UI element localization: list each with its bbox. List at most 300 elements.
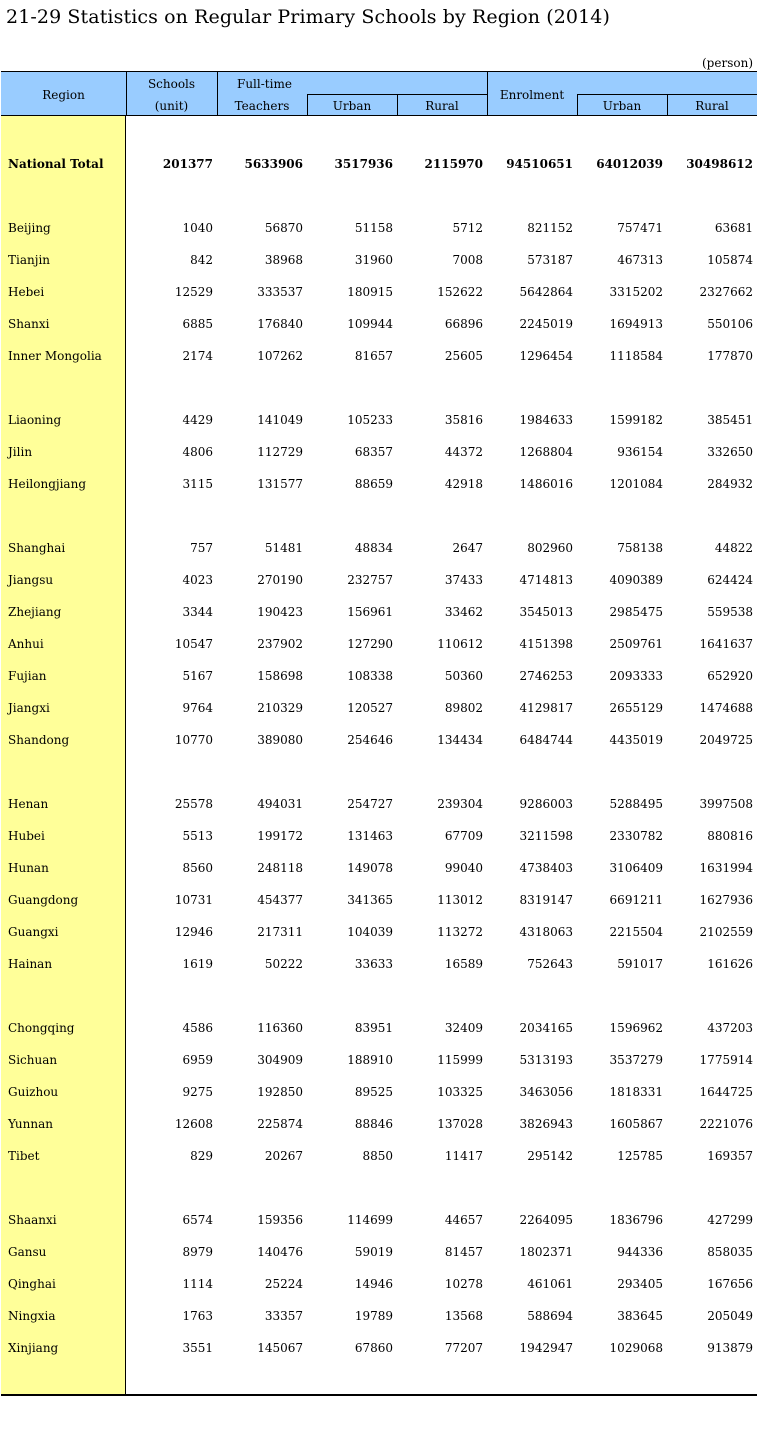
cell-enrolment-urban: 1605867 <box>609 1117 663 1131</box>
cell-enrolment-urban: 383645 <box>617 1309 663 1323</box>
cell-schools: 9764 <box>182 701 213 715</box>
cell-teachers-rural: 103325 <box>437 1085 483 1099</box>
cell-teachers-rural: 16589 <box>444 957 483 971</box>
cell-enrolment: 4738403 <box>519 861 573 875</box>
cell-enrolment-rural: 437203 <box>707 1021 753 1035</box>
cell-teachers-urban: 120527 <box>347 701 393 715</box>
header-divider <box>307 94 308 116</box>
cell-enrolment-rural: 1644725 <box>699 1085 753 1099</box>
table-row <box>1 827 757 845</box>
header-divider <box>487 72 488 116</box>
cell-teachers-urban: 89525 <box>354 1085 393 1099</box>
page-title: 21-29 Statistics on Regular Primary Schools by Region (2014) <box>6 6 610 28</box>
region-name: National Total <box>8 157 104 171</box>
cell-teachers-urban: 108338 <box>347 669 393 683</box>
cell-enrolment-urban: 2985475 <box>609 605 663 619</box>
cell-enrolment: 2746253 <box>519 669 573 683</box>
cell-enrolment-urban: 5288495 <box>609 797 663 811</box>
cell-enrolment-urban: 3315202 <box>609 285 663 299</box>
cell-teachers: 38968 <box>264 253 303 267</box>
cell-enrolment-urban: 467313 <box>617 253 663 267</box>
table-row <box>1 923 757 941</box>
cell-enrolment: 3545013 <box>519 605 573 619</box>
cell-enrolment-rural: 2102559 <box>699 925 753 939</box>
region-name: Xinjiang <box>8 1341 59 1355</box>
cell-schools: 1040 <box>182 221 213 235</box>
table-row <box>1 635 757 653</box>
cell-enrolment-urban: 758138 <box>617 541 663 555</box>
cell-enrolment-rural: 624424 <box>707 573 753 587</box>
cell-schools: 10770 <box>174 733 213 747</box>
region-name: Heilongjiang <box>8 477 86 491</box>
table-row <box>1 1275 757 1293</box>
cell-enrolment-urban: 3106409 <box>609 861 663 875</box>
table-row <box>1 731 757 749</box>
table-row <box>1 315 757 333</box>
region-name: Zhejiang <box>8 605 62 619</box>
region-name: Tianjin <box>8 253 51 267</box>
cell-enrolment-rural: 858035 <box>707 1245 753 1259</box>
cell-schools: 25578 <box>174 797 213 811</box>
table-row <box>1 891 757 909</box>
cell-enrolment-urban: 1118584 <box>609 349 663 363</box>
cell-schools: 6574 <box>182 1213 213 1227</box>
cell-enrolment-rural: 1474688 <box>699 701 753 715</box>
cell-teachers: 389080 <box>257 733 303 747</box>
cell-enrolment: 461061 <box>527 1277 573 1291</box>
region-name: Shanghai <box>8 541 66 555</box>
cell-enrolment-rural: 284932 <box>707 477 753 491</box>
table-row <box>1 347 757 365</box>
header-enrolment: Enrolment <box>499 88 565 102</box>
table-row <box>1 539 757 557</box>
cell-teachers-urban: 81657 <box>354 349 393 363</box>
cell-teachers-urban: 51158 <box>354 221 393 235</box>
cell-teachers-rural: 99040 <box>444 861 483 875</box>
cell-teachers-rural: 11417 <box>444 1149 483 1163</box>
cell-enrolment-rural: 1775914 <box>699 1053 753 1067</box>
cell-enrolment-rural: 2049725 <box>699 733 753 747</box>
table-row <box>1 859 757 877</box>
table-row <box>1 1019 757 1037</box>
cell-teachers: 50222 <box>264 957 303 971</box>
cell-enrolment-urban: 936154 <box>617 445 663 459</box>
table-row <box>1 1051 757 1069</box>
table-header <box>1 71 757 116</box>
cell-teachers-urban: 104039 <box>347 925 393 939</box>
cell-enrolment: 752643 <box>527 957 573 971</box>
cell-teachers-urban: 127290 <box>347 637 393 651</box>
cell-teachers: 51481 <box>264 541 303 555</box>
cell-teachers: 270190 <box>257 573 303 587</box>
region-column-band <box>1 116 126 1395</box>
cell-enrolment: 1268804 <box>519 445 573 459</box>
region-name: Shaanxi <box>8 1213 57 1227</box>
cell-enrolment-urban: 2093333 <box>609 669 663 683</box>
cell-teachers-urban: 149078 <box>347 861 393 875</box>
header-schools: Schools <box>147 77 196 91</box>
cell-teachers-rural: 35816 <box>444 413 483 427</box>
table-row <box>1 251 757 269</box>
cell-teachers-urban: 3517936 <box>334 157 393 171</box>
cell-teachers-urban: 33633 <box>354 957 393 971</box>
cell-enrolment-rural: 559538 <box>707 605 753 619</box>
cell-enrolment-urban: 1836796 <box>609 1213 663 1227</box>
cell-enrolment-rural: 105874 <box>707 253 753 267</box>
cell-teachers-rural: 44372 <box>444 445 483 459</box>
cell-enrolment: 9286003 <box>519 797 573 811</box>
cell-enrolment-rural: 2221076 <box>699 1117 753 1131</box>
cell-teachers: 237902 <box>257 637 303 651</box>
cell-teachers: 145067 <box>257 1341 303 1355</box>
cell-schools: 12946 <box>174 925 213 939</box>
cell-enrolment: 94510651 <box>506 157 573 171</box>
cell-teachers-rural: 66896 <box>444 317 483 331</box>
cell-enrolment-urban: 757471 <box>617 221 663 235</box>
cell-enrolment-urban: 2215504 <box>609 925 663 939</box>
header-teachers-sub: Teachers <box>234 99 290 113</box>
region-name: Anhui <box>8 637 44 651</box>
cell-enrolment-rural: 205049 <box>707 1309 753 1323</box>
cell-enrolment-urban: 4090389 <box>609 573 663 587</box>
cell-teachers-urban: 232757 <box>347 573 393 587</box>
cell-enrolment-urban: 1599182 <box>609 413 663 427</box>
cell-teachers-urban: 105233 <box>347 413 393 427</box>
cell-enrolment-rural: 332650 <box>707 445 753 459</box>
table-bottom-rule <box>1 1394 757 1396</box>
cell-teachers-rural: 77207 <box>444 1341 483 1355</box>
header-enrolment-urban: Urban <box>602 99 642 113</box>
cell-teachers-urban: 180915 <box>347 285 393 299</box>
table-row <box>1 155 757 173</box>
cell-enrolment-rural: 2327662 <box>699 285 753 299</box>
table-row <box>1 795 757 813</box>
cell-enrolment: 1296454 <box>519 349 573 363</box>
header-divider <box>667 94 668 116</box>
cell-enrolment-urban: 944336 <box>617 1245 663 1259</box>
table-row <box>1 1083 757 1101</box>
cell-enrolment-urban: 293405 <box>617 1277 663 1291</box>
cell-teachers: 248118 <box>257 861 303 875</box>
cell-enrolment: 8319147 <box>519 893 573 907</box>
cell-enrolment-rural: 3997508 <box>699 797 753 811</box>
header-enrolment-rural: Rural <box>695 99 729 113</box>
cell-enrolment: 802960 <box>527 541 573 555</box>
cell-enrolment: 5642864 <box>519 285 573 299</box>
table-row <box>1 475 757 493</box>
cell-schools: 4429 <box>182 413 213 427</box>
cell-teachers: 131577 <box>257 477 303 491</box>
cell-enrolment: 1802371 <box>519 1245 573 1259</box>
cell-teachers: 192850 <box>257 1085 303 1099</box>
cell-teachers-rural: 110612 <box>437 637 483 651</box>
cell-schools: 3344 <box>182 605 213 619</box>
cell-teachers-rural: 67709 <box>444 829 483 843</box>
region-name: Jiangsu <box>8 573 54 587</box>
cell-teachers: 333537 <box>257 285 303 299</box>
cell-enrolment: 2245019 <box>519 317 573 331</box>
cell-enrolment-urban: 591017 <box>617 957 663 971</box>
table-row <box>1 411 757 429</box>
region-name: Hainan <box>8 957 53 971</box>
cell-teachers-rural: 5712 <box>452 221 483 235</box>
cell-teachers: 304909 <box>257 1053 303 1067</box>
cell-enrolment-rural: 652920 <box>707 669 753 683</box>
cell-enrolment: 6484744 <box>519 733 573 747</box>
cell-teachers: 141049 <box>257 413 303 427</box>
region-name: Sichuan <box>8 1053 58 1067</box>
region-name: Hunan <box>8 861 49 875</box>
cell-teachers-urban: 8850 <box>362 1149 393 1163</box>
cell-schools: 8560 <box>182 861 213 875</box>
header-divider <box>126 72 127 116</box>
cell-teachers-urban: 109944 <box>347 317 393 331</box>
cell-teachers: 199172 <box>257 829 303 843</box>
cell-schools: 4586 <box>182 1021 213 1035</box>
cell-schools: 842 <box>190 253 213 267</box>
region-name: Inner Mongolia <box>8 349 102 363</box>
table-row <box>1 1211 757 1229</box>
cell-teachers-rural: 81457 <box>444 1245 483 1259</box>
region-name: Fujian <box>8 669 47 683</box>
cell-teachers-urban: 254727 <box>347 797 393 811</box>
region-name: Shandong <box>8 733 70 747</box>
cell-teachers-rural: 137028 <box>437 1117 483 1131</box>
cell-schools: 1763 <box>182 1309 213 1323</box>
cell-teachers-urban: 31960 <box>354 253 393 267</box>
cell-schools: 12529 <box>174 285 213 299</box>
cell-teachers: 107262 <box>257 349 303 363</box>
cell-schools: 4806 <box>182 445 213 459</box>
cell-enrolment-rural: 1631994 <box>699 861 753 875</box>
cell-schools: 757 <box>190 541 213 555</box>
table-row <box>1 603 757 621</box>
cell-enrolment-rural: 167656 <box>707 1277 753 1291</box>
region-name: Guangdong <box>8 893 79 907</box>
cell-enrolment-rural: 913879 <box>707 1341 753 1355</box>
cell-enrolment-rural: 1641637 <box>699 637 753 651</box>
cell-enrolment: 5313193 <box>519 1053 573 1067</box>
cell-teachers: 158698 <box>257 669 303 683</box>
cell-teachers-rural: 2115970 <box>424 157 483 171</box>
cell-teachers: 176840 <box>257 317 303 331</box>
region-name: Jilin <box>8 445 33 459</box>
table-row <box>1 955 757 973</box>
cell-teachers-rural: 25605 <box>444 349 483 363</box>
cell-enrolment-urban: 64012039 <box>596 157 663 171</box>
cell-schools: 3551 <box>182 1341 213 1355</box>
cell-teachers: 25224 <box>264 1277 303 1291</box>
header-divider <box>217 72 218 116</box>
table-row <box>1 1147 757 1165</box>
cell-teachers-rural: 44657 <box>444 1213 483 1227</box>
cell-enrolment-urban: 1694913 <box>609 317 663 331</box>
cell-teachers-rural: 113272 <box>437 925 483 939</box>
cell-schools: 2174 <box>182 349 213 363</box>
cell-teachers-urban: 48834 <box>354 541 393 555</box>
cell-schools: 1619 <box>182 957 213 971</box>
cell-teachers: 33357 <box>264 1309 303 1323</box>
cell-schools: 8979 <box>182 1245 213 1259</box>
region-name: Liaoning <box>8 413 62 427</box>
cell-schools: 829 <box>190 1149 213 1163</box>
unit-note: (person) <box>702 56 753 70</box>
cell-teachers-urban: 68357 <box>354 445 393 459</box>
cell-enrolment-urban: 2330782 <box>609 829 663 843</box>
table-row <box>1 219 757 237</box>
cell-teachers: 494031 <box>257 797 303 811</box>
cell-enrolment-urban: 2655129 <box>609 701 663 715</box>
cell-enrolment-rural: 880816 <box>707 829 753 843</box>
cell-enrolment-rural: 30498612 <box>686 157 753 171</box>
cell-enrolment: 4318063 <box>519 925 573 939</box>
cell-teachers-urban: 67860 <box>354 1341 393 1355</box>
cell-enrolment-rural: 63681 <box>714 221 753 235</box>
cell-enrolment: 2264095 <box>519 1213 573 1227</box>
cell-enrolment-rural: 161626 <box>707 957 753 971</box>
header-teachers: Full-time <box>237 77 292 91</box>
cell-enrolment-rural: 427299 <box>707 1213 753 1227</box>
cell-teachers-urban: 341365 <box>347 893 393 907</box>
cell-enrolment: 4714813 <box>519 573 573 587</box>
cell-enrolment: 588694 <box>527 1309 573 1323</box>
cell-enrolment-urban: 4435019 <box>609 733 663 747</box>
cell-teachers-urban: 19789 <box>354 1309 393 1323</box>
region-name: Guizhou <box>8 1085 59 1099</box>
header-divider <box>577 94 578 116</box>
header-schools-unit: (unit) <box>154 99 189 113</box>
cell-enrolment-urban: 1818331 <box>609 1085 663 1099</box>
region-name: Beijing <box>8 221 51 235</box>
cell-teachers-rural: 113012 <box>437 893 483 907</box>
cell-teachers: 225874 <box>257 1117 303 1131</box>
cell-teachers-rural: 152622 <box>437 285 483 299</box>
header-teachers-urban: Urban <box>332 99 372 113</box>
table-row <box>1 1243 757 1261</box>
cell-enrolment: 4129817 <box>519 701 573 715</box>
cell-teachers-urban: 156961 <box>347 605 393 619</box>
cell-teachers-rural: 89802 <box>444 701 483 715</box>
cell-enrolment-urban: 1029068 <box>609 1341 663 1355</box>
cell-enrolment: 4151398 <box>519 637 573 651</box>
cell-enrolment: 573187 <box>527 253 573 267</box>
cell-schools: 3115 <box>182 477 213 491</box>
cell-enrolment-rural: 550106 <box>707 317 753 331</box>
cell-teachers-rural: 50360 <box>444 669 483 683</box>
cell-teachers: 112729 <box>257 445 303 459</box>
cell-enrolment-rural: 177870 <box>707 349 753 363</box>
cell-teachers: 56870 <box>264 221 303 235</box>
cell-schools: 12608 <box>174 1117 213 1131</box>
cell-teachers-rural: 134434 <box>437 733 483 747</box>
cell-teachers-rural: 33462 <box>444 605 483 619</box>
region-name: Jiangxi <box>8 701 50 715</box>
cell-schools: 201377 <box>162 157 213 171</box>
cell-teachers-urban: 188910 <box>347 1053 393 1067</box>
cell-teachers: 217311 <box>257 925 303 939</box>
cell-teachers-rural: 13568 <box>444 1309 483 1323</box>
cell-schools: 10547 <box>174 637 213 651</box>
region-name: Qinghai <box>8 1277 56 1291</box>
cell-schools: 5513 <box>182 829 213 843</box>
cell-teachers-urban: 88659 <box>354 477 393 491</box>
cell-enrolment-rural: 44822 <box>714 541 753 555</box>
cell-enrolment-rural: 385451 <box>707 413 753 427</box>
table-row <box>1 283 757 301</box>
region-name: Guangxi <box>8 925 59 939</box>
region-name: Shanxi <box>8 317 50 331</box>
table-row <box>1 1307 757 1325</box>
cell-teachers-urban: 83951 <box>354 1021 393 1035</box>
cell-teachers: 190423 <box>257 605 303 619</box>
cell-enrolment: 1942947 <box>519 1341 573 1355</box>
cell-schools: 9275 <box>182 1085 213 1099</box>
region-name: Hubei <box>8 829 45 843</box>
table-row <box>1 1339 757 1357</box>
region-name: Chongqing <box>8 1021 75 1035</box>
cell-schools: 4023 <box>182 573 213 587</box>
cell-teachers: 159356 <box>257 1213 303 1227</box>
header-region: Region <box>42 88 85 102</box>
cell-teachers-rural: 42918 <box>444 477 483 491</box>
cell-teachers-rural: 32409 <box>444 1021 483 1035</box>
cell-enrolment-rural: 1627936 <box>699 893 753 907</box>
header-teachers-rural: Rural <box>425 99 459 113</box>
cell-schools: 6959 <box>182 1053 213 1067</box>
cell-enrolment-urban: 6691211 <box>609 893 663 907</box>
cell-enrolment-urban: 2509761 <box>609 637 663 651</box>
region-name: Tibet <box>8 1149 40 1163</box>
region-name: Henan <box>8 797 49 811</box>
cell-teachers-urban: 88846 <box>354 1117 393 1131</box>
cell-enrolment: 821152 <box>527 221 573 235</box>
table-row <box>1 699 757 717</box>
cell-teachers-rural: 239304 <box>437 797 483 811</box>
cell-enrolment-urban: 1596962 <box>609 1021 663 1035</box>
region-name: Yunnan <box>8 1117 53 1131</box>
cell-schools: 10731 <box>174 893 213 907</box>
table-row <box>1 571 757 589</box>
cell-teachers-rural: 2647 <box>452 541 483 555</box>
cell-teachers-rural: 7008 <box>452 253 483 267</box>
statistics-table <box>1 71 757 1397</box>
cell-teachers-rural: 115999 <box>437 1053 483 1067</box>
cell-teachers: 210329 <box>257 701 303 715</box>
region-name: Ningxia <box>8 1309 56 1323</box>
region-name: Hebei <box>8 285 45 299</box>
cell-schools: 6885 <box>182 317 213 331</box>
table-row <box>1 667 757 685</box>
table-row <box>1 443 757 461</box>
cell-enrolment: 3463056 <box>519 1085 573 1099</box>
cell-teachers-rural: 10278 <box>444 1277 483 1291</box>
table-row <box>1 1115 757 1133</box>
cell-teachers-urban: 254646 <box>347 733 393 747</box>
cell-enrolment: 1984633 <box>519 413 573 427</box>
cell-teachers-urban: 14946 <box>354 1277 393 1291</box>
cell-enrolment-urban: 1201084 <box>609 477 663 491</box>
cell-enrolment: 1486016 <box>519 477 573 491</box>
cell-teachers: 140476 <box>257 1245 303 1259</box>
cell-teachers-urban: 131463 <box>347 829 393 843</box>
cell-teachers-rural: 37433 <box>444 573 483 587</box>
cell-schools: 5167 <box>182 669 213 683</box>
cell-enrolment-urban: 125785 <box>617 1149 663 1163</box>
cell-teachers-urban: 59019 <box>354 1245 393 1259</box>
cell-teachers: 116360 <box>257 1021 303 1035</box>
cell-teachers: 20267 <box>264 1149 303 1163</box>
cell-teachers: 5633906 <box>244 157 303 171</box>
